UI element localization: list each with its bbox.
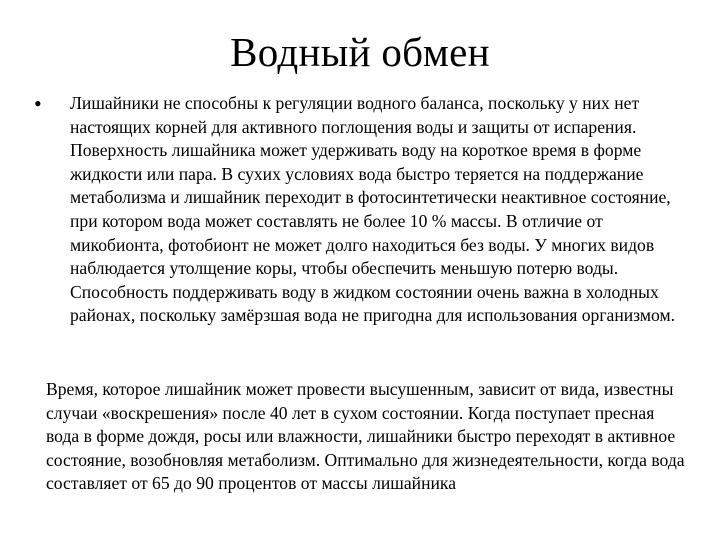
slide-title: Водный обмен — [230, 29, 490, 75]
bullet-marker: • — [34, 91, 42, 116]
bullet-text: Лишайники не способны к регуляции водного баланса, поскольку у них нет настоящих корней для активного поглощения воды и защиты от испарения. Поверхность лишайника может удерживать воду на короткое время в форме жидкости или пара. В сухих условиях вода быстро теряется на поддержание метаболизма и лишайник переходит в фотосинтетически неактивное состояние, при котором вода может составлять не более 10 % массы. В отличие от микобионта, фотобионт не может долго находиться без воды. У многих видов наблюдается утолщение коры, чтобы обеспечить меньшую потерю воды. Способность поддерживать воду в жидком состоянии очень важна в холодных районах, поскольку замёрзшая вода не пригодна для использования организмом. — [70, 93, 676, 326]
body-paragraph: Время, которое лишайник может провести высушенным, зависит от вида, известны случаи «воскрешения» после 40 лет в сухом состоянии. Когда поступает пресная вода в форме дождя, росы или влажности, лишайники быстро переходят в активное состояние, возобновляя метаболизм. Оптимально для жизнедеятельности, когда вода составляет от 65 до 90 процентов от массы лишайника — [46, 379, 685, 494]
